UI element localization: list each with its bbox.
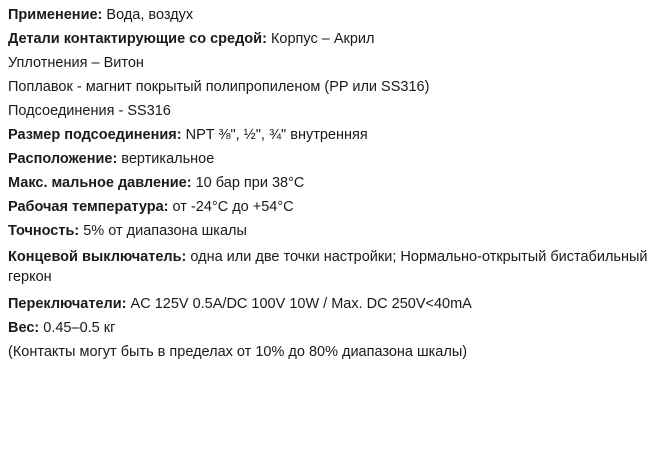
spec-label-orientation: Расположение:: [8, 151, 118, 167]
spec-value-max-pressure: 10 бар при 38°С: [191, 175, 305, 191]
spec-line-application: [8, 8, 654, 23]
spec-line-connections-material: [8, 104, 654, 119]
spec-value-weight: 0.45–0.5 кг: [39, 319, 116, 336]
spec-value-application: Вода, воздух: [102, 7, 194, 23]
spec-line-max-pressure: [8, 176, 654, 191]
spec-value-accuracy: 5% от диапазона шкалы: [79, 223, 247, 239]
spec-line-orientation: [8, 152, 654, 167]
spec-label-max-pressure: Макс. мальное давление:: [8, 175, 192, 191]
spec-label-application: Применение:: [8, 7, 103, 23]
spec-line-limit-switch: [8, 248, 654, 287]
spec-line-switches: [8, 297, 654, 312]
spec-label-accuracy: Точность:: [8, 223, 80, 239]
spec-line-connection-size: [8, 128, 654, 143]
spec-value-wetted-parts: Корпус – Акрил: [266, 31, 375, 47]
spec-line-weight: [8, 321, 654, 336]
spec-label-wetted-parts: Детали контактирующие со средой:: [8, 31, 267, 47]
spec-value-limit-switch: одна или две точки настройки; Нормально-открытый бистабильный геркон: [8, 249, 648, 285]
spec-line-seals: [8, 56, 654, 71]
spec-value-seals: Уплотнения – Витон: [8, 55, 144, 71]
spec-value-connections-material: Подсоединения - SS316: [8, 103, 171, 119]
spec-line-wetted-parts: [8, 32, 654, 47]
spec-value-connection-size: NPT ⅜", ½", ¾" внутренняя: [181, 127, 368, 143]
spec-line-working-temperature: [8, 200, 654, 215]
spec-label-working-temperature: Рабочая температура:: [8, 199, 169, 215]
spec-value-contacts-note: (Контакты могут быть в пределах от 10% до 80% диапазона шкалы): [8, 343, 468, 360]
spec-label-connection-size: Размер подсоединения:: [8, 127, 182, 143]
spec-value-orientation: вертикальное: [117, 151, 215, 167]
spec-line-float: [8, 80, 654, 95]
spec-label-limit-switch: Концевой выключатель:: [8, 249, 187, 265]
spec-value-working-temperature: от -24°С до +54°С: [168, 199, 294, 215]
spec-label-switches: Переключатели:: [8, 295, 127, 312]
spec-line-contacts-note: [8, 345, 654, 360]
spec-value-switches: AC 125V 0.5A/DC 100V 10W / Max. DC 250V<40mA: [126, 295, 472, 312]
spec-value-float: Поплавок - магнит покрытый полипропиленом (PP или SS316): [8, 79, 430, 95]
spec-label-weight: Вес:: [8, 319, 40, 336]
spec-line-accuracy: [8, 224, 654, 239]
